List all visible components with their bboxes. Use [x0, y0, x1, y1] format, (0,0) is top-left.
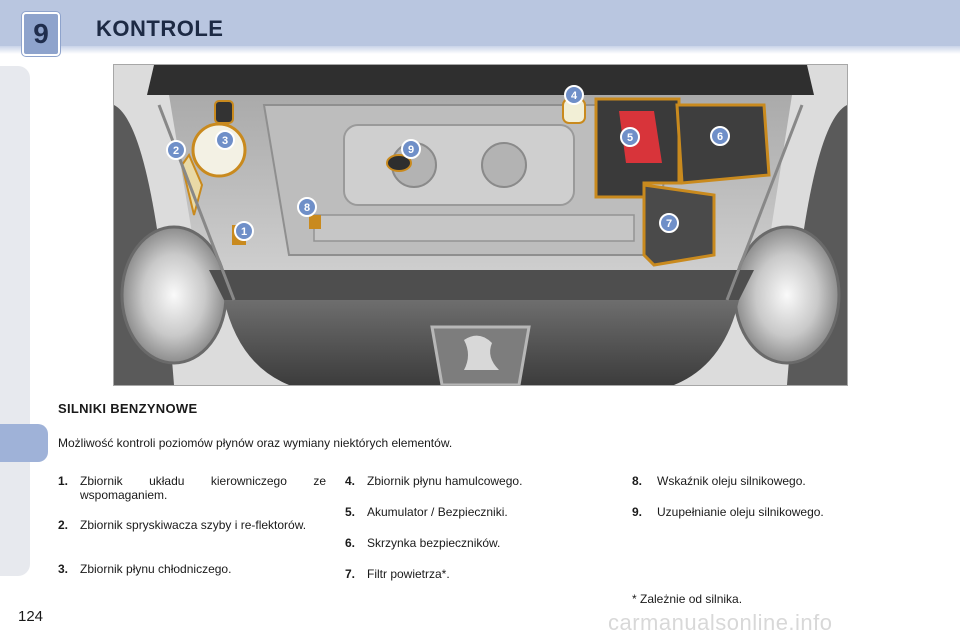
callout-4-label: 4	[570, 90, 578, 102]
item-number: 7.	[345, 567, 356, 581]
item-text: Wskaźnik oleju silnikowego.	[657, 474, 806, 488]
item-number: 3.	[58, 562, 69, 576]
item-text: Uzupełnianie oleju silnikowego.	[657, 505, 824, 519]
item-number: 9.	[632, 505, 643, 519]
side-tab-strip	[0, 66, 30, 576]
list-item-4	[345, 474, 522, 488]
callout-3	[216, 131, 234, 149]
item-number: 6.	[345, 536, 356, 550]
callout-5	[621, 128, 639, 146]
list-item-7	[345, 567, 450, 581]
item-text: Akumulator / Bezpieczniki.	[367, 505, 508, 519]
list-item-2	[58, 518, 326, 532]
page-title: KONTROLE	[96, 16, 224, 41]
callout-3-label: 3	[221, 135, 229, 147]
callout-8	[298, 198, 316, 216]
chapter-side-tab	[0, 424, 48, 462]
callout-8-label: 8	[303, 202, 311, 214]
item-text: Zbiornik płynu chłodniczego.	[80, 562, 232, 576]
list-item-8	[632, 474, 806, 488]
footnote: * Zależnie od silnika.	[632, 592, 743, 606]
callout-7	[660, 214, 678, 232]
item-text: Filtr powietrza*.	[367, 567, 450, 581]
callout-2	[167, 141, 185, 159]
list-item-3	[58, 562, 326, 576]
item-number: 2.	[58, 518, 69, 532]
callout-1-label: 1	[240, 226, 248, 238]
list-item-1	[58, 474, 326, 502]
section-title: SILNIKI BENZYNOWE	[58, 401, 198, 416]
list-item-9	[632, 505, 824, 519]
engine-bay-illustration	[113, 64, 848, 386]
watermark: carmanualsonline.info	[608, 610, 833, 635]
list-item-6	[345, 536, 500, 550]
item-text: Zbiornik spryskiwacza szyby i re-flektorów.	[80, 518, 307, 532]
item-number: 1.	[58, 474, 69, 488]
list-item-5	[345, 505, 508, 519]
item-text: Zbiornik układu kierowniczego ze wspomaganiem.	[80, 474, 326, 502]
callout-9	[402, 140, 420, 158]
item-number: 4.	[345, 474, 356, 488]
item-text: Zbiornik płynu hamulcowego.	[367, 474, 523, 488]
callout-layer	[114, 65, 847, 385]
callout-2-label: 2	[172, 145, 180, 157]
callout-6-label: 6	[716, 131, 724, 143]
callout-9-label: 9	[407, 144, 415, 156]
page-number: 124	[18, 608, 44, 625]
callout-5-label: 5	[626, 132, 634, 144]
item-text: Skrzynka bezpieczników.	[367, 536, 501, 550]
callout-4	[565, 86, 583, 104]
section-intro: Możliwość kontroli poziomów płynów oraz wymiany niektórych elementów.	[58, 436, 453, 450]
callout-6	[711, 127, 729, 145]
item-number: 5.	[345, 505, 356, 519]
chapter-badge: 9	[22, 12, 60, 56]
callout-7-label: 7	[665, 218, 673, 230]
callout-1	[235, 222, 253, 240]
header-fade	[0, 46, 960, 54]
item-number: 8.	[632, 474, 643, 488]
